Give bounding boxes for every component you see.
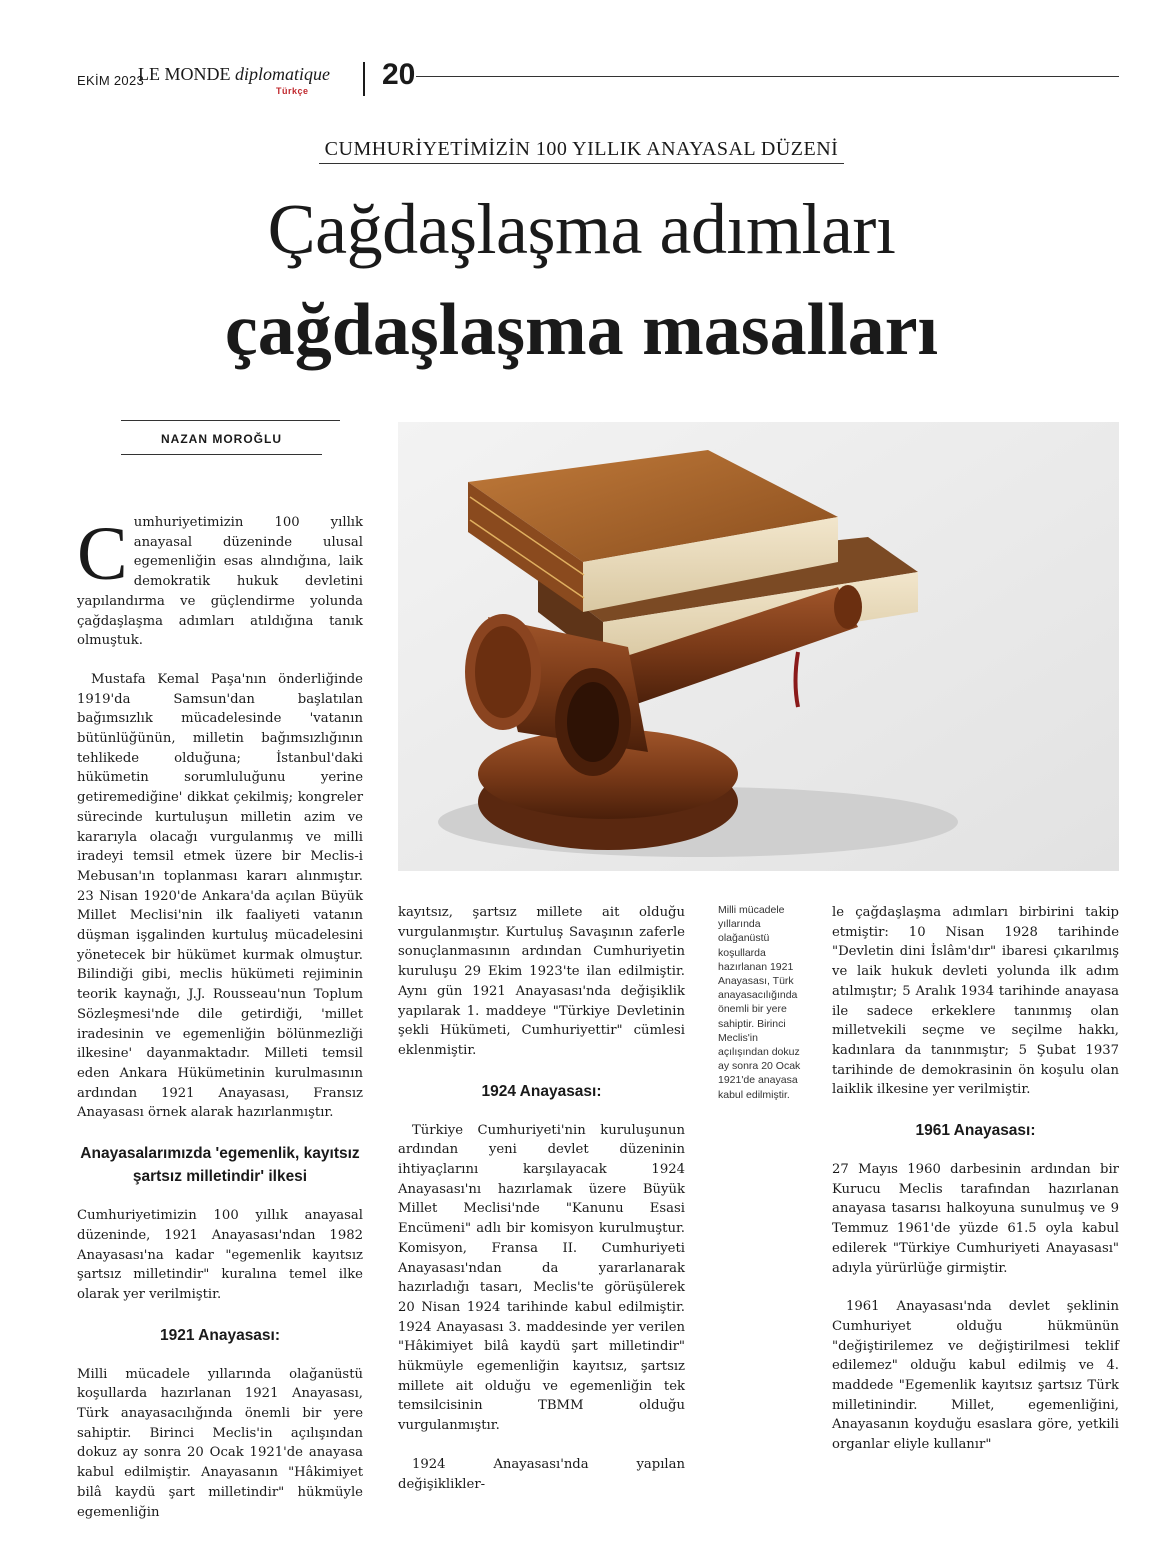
author-rule-top xyxy=(121,420,340,421)
logo-subtitle: Türkçe xyxy=(276,86,309,96)
issue-date: EKİM 2023 xyxy=(77,73,145,88)
paragraph: Milli mücadele yıllarında olağanüstü koşullarda hazırlanan 1921 Anayasası, Türk anayasacılığında önemli bir yere sahiptir. Birinci Meclis'in açılışından dokuz ay sonra 20 Ocak 1921'de anayasa kabul edilmiştir. Anayasanın "Hâkimiyet bilâ kaydü şart milletindir" hükmüyle egemenliğin xyxy=(77,1366,363,1520)
article-column-1 xyxy=(77,513,363,1541)
paragraph: kayıtsız, şartsız millete ait olduğu vurgulanmıştır. Kurtuluş Savaşının zaferle sonuçlanmasının ardından Cumhuriyetin kuruluşu 29 Ekim 1923'te ilan edilmiştir. Aynı gün 1921 Anayasası'nda değişiklik yapılarak 1. maddeye "Türkiye Devletinin şekli Hükümeti, Cumhuriyettir" cümlesi eklenmiştir. xyxy=(398,905,685,1058)
paragraph: 1924 Anayasası'nda yapılan değişiklikler- xyxy=(398,1456,685,1492)
header-rule xyxy=(416,76,1119,77)
section-heading: 1961 Anayasası: xyxy=(915,1122,1036,1140)
lead-paragraph xyxy=(77,513,363,651)
section-heading: Anayasalarımızda 'egemenlik, kayıtsız şartsız milletindir' ilkesi xyxy=(80,1145,360,1186)
paragraph: Cumhuriyetimizin 100 yıllık anayasal düzeninde, 1921 Anayasası'ndan 1982 Anayasası'na kadar "egemenlik kayıtsız şartsız milletindir" kuralına temel ilke olarak yer verilmiştir. xyxy=(77,1208,363,1302)
lead-text: umhuriyetimizin 100 yıllık anayasal düzeninde ulusal egemenliğin esas alındığına, laik demokratik hukuk devletini yapılandırma ve güçlendirme yolunda çağdaşlaşma adımları atıldığına tanık olmuştuk. xyxy=(77,515,363,649)
author-rule-bottom xyxy=(121,454,322,455)
logo-main: LE MONDE xyxy=(138,64,231,84)
headline-line-1: Çağdaşlaşma adımları xyxy=(267,189,896,269)
paragraph: le çağdaşlaşma adımları birbirini takip etmiştir: 10 Nisan 1928 tarihinde "Devletin dini İslâm'dır" ibaresi çıkarılmış ve laik hukuk devleti yolunda ilk adım atılmıştır; 5 Aralık 1934 tarihinde anayasa ile sadece erkeklere tanınmış olan milletvekili seçme ve seçilme hakkı, kadınlara da tanınmıştır; 5 Şubat 1937 tarihinde de demokrasinin ön koşulu olan laiklik ilkesine yer verilmiştir. xyxy=(832,905,1119,1098)
article-column-2 xyxy=(398,903,685,1513)
section-heading: 1921 Anayasası: xyxy=(159,1326,281,1344)
section-heading: 1924 Anayasası: xyxy=(481,1082,602,1100)
author-byline: NAZAN MOROĞLU xyxy=(161,432,282,446)
paragraph: 1961 Anayasası'nda devlet şeklinin Cumhuriyet olduğu hükmünün "değiştirilemez ve değiştirilmesi teklif edilemez" olduğu kabul edilmiş ve 4. maddede "Egemenlik kayıtsız şartsız Türk milletinindir. Millet, egemenliğini, Anayasanın koyduğu esaslara göre, yetkili organlar eliyle kullanır" xyxy=(832,1299,1119,1453)
drop-cap: C xyxy=(77,512,128,596)
kicker-text: CUMHURİYETİMİZİN 100 YILLIK ANAYASAL DÜZENİ xyxy=(319,138,845,164)
headline-line-2: çağdaşlaşma masalları xyxy=(224,289,939,371)
header-separator xyxy=(363,62,365,96)
article-kicker xyxy=(0,138,1163,161)
paragraph: Mustafa Kemal Paşa'nın önderliğinde 1919'da Samsun'dan başlatılan bağımsızlık mücadelesinde 'vatanın bütünlüğünün, milletin bağımsızlığının tehlikede olduğuna; İstanbul'daki hükümetin sorumluluğunu yerine getiremediğine' dikkat çekilmiş; kongreler sürecinde kurtuluşun milletin azim ve kararıyla olacağı vurgulanmış ve milli iradeyi temsil etmek üzere bir Meclis-i Mebusan'ın toplanması kararı alınmıştır. 23 Nisan 1920'de Ankara'da açılan Büyük Millet Meclisi'nin ilk faaliyeti vatanın düşman işgalinden kurtuluş mücadelesini yönetecek bir hükümet kurmak olmuştur. Bilindiği gibi, meclis hükümeti rejiminin teorik kaynağı, J.J. Rousseau'nun Toplum Sözleşmesi'nde dile getirdiği, 'millet iradesinin ve egemenliğin bölünmezliği ilkesine' dayanmaktadır. Milleti temsil eden Ankara Hükümetinin kurulmasının ardından 1921 Anayasası, Fransız Anayasası örnek alarak hazırlanmıştır. xyxy=(77,671,363,1121)
publication-logo xyxy=(138,64,330,85)
paragraph: 27 Mayıs 1960 darbesinin ardından bir Kurucu Meclis tarafından hazırlanan anayasa tasarısı halkoyuna sunulmuş ve 9 Temmuz 1961'de yüzde 61.5 oyla kabul edilerek "Türkiye Cumhuriyeti Anayasası" adıyla yürürlüğe girmiştir. xyxy=(832,1162,1119,1276)
article-column-3 xyxy=(832,903,1119,1474)
gavel-books-photo xyxy=(398,422,1119,871)
paragraph: Türkiye Cumhuriyeti'nin kuruluşunun ardından yeni devlet düzeninin ihtiyaçlarını karşılayacak 1924 Anayasası'nı hazırlamak üzere Büyük Millet Meclisi'nde "Kanunu Esasi Encümeni" adlı bir komisyon kurulmuştur. Komisyon, Fransa II. Cumhuriyeti Anayasası'ndan da yararlanarak hazırladığı tasarı, Meclis'te görüşülerek 20 Nisan 1924 tarihinde kabul edilmiştir. 1924 Anayasası 3. maddesinde yer verilen "Hâkimiyet bilâ kaydü şart milletindir" hükmüyle egemenliğin kayıtsız, şartsız millete ait olduğu ve egemenliğin tek temsilcisinin TBMM olduğu vurgulanmıştır. xyxy=(398,1122,685,1434)
logo-italic: diplomatique xyxy=(235,64,330,84)
sidebar-pull-note: Milli mücadele yıllarında olağanüstü koşullarda hazırlanan 1921 Anayasası, Türk anayasacılığında önemli bir yere sahiptir. Birinci Meclis'in açılışından dokuz ay sonra 20 Ocak 1921'de anayasa kabul edilmiştir. xyxy=(718,904,801,1101)
gavel-books-illustration xyxy=(398,422,1119,871)
page-number: 20 xyxy=(382,58,416,91)
